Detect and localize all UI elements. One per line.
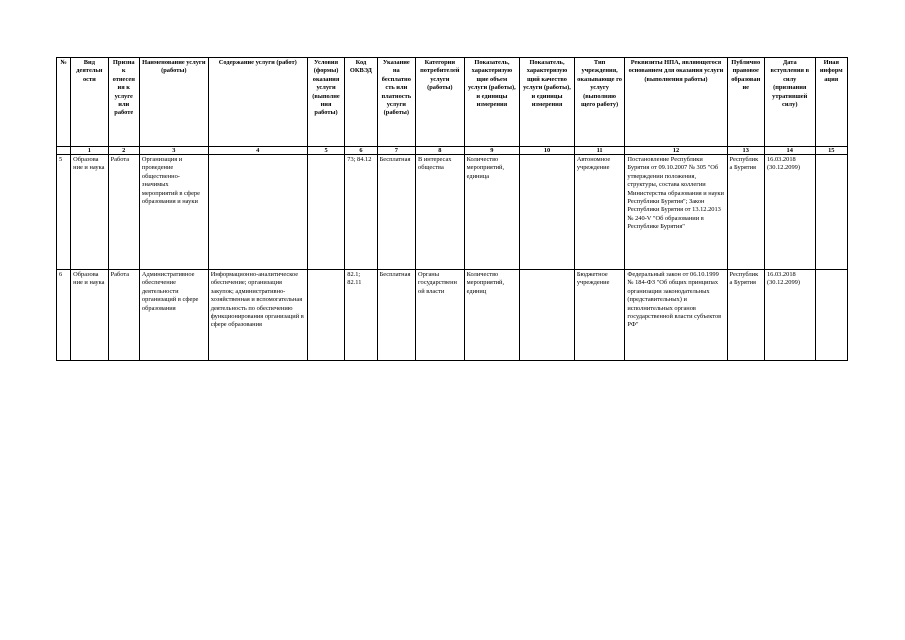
other-cell <box>815 270 847 361</box>
npa-cell: Постановление Республики Бурятия от 09.10.2007 № 305 "Об утверждении положения, структуры, состава коллегии Министерства образования и науки Республики Бурятия"; Закон Республики Бурятия от 13.12.2013 № 240-V "Об образовании в Республике Бурятия" <box>625 155 727 270</box>
quality-cell <box>520 270 575 361</box>
conditions-cell <box>307 270 344 361</box>
column-number: 4 <box>208 147 307 155</box>
content-cell: Информационно-аналитическое обеспечение; организация закупок; административно-хозяйственная и вспомогательная деятельность по обеспечению функционирования организаций в сфере образования <box>208 270 307 361</box>
table-row <box>57 270 848 361</box>
column-number: 15 <box>815 147 847 155</box>
column-number: 10 <box>520 147 575 155</box>
content-cell <box>208 155 307 270</box>
header-row <box>57 58 848 147</box>
header-cell: Показатель, характеризую щий качество услуги (работы), и единицы измерения <box>520 58 575 147</box>
service-name-cell: Административное обеспечение деятельности организаций в сфере образования <box>139 270 208 361</box>
header-cell: Призна к отнесен ия к услуге или работе <box>108 58 139 147</box>
column-number: 9 <box>464 147 520 155</box>
column-number-row <box>57 147 848 155</box>
okved-cell: 82.1; 82.11 <box>345 270 377 361</box>
column-number <box>57 147 71 155</box>
header-cell: № <box>57 58 71 147</box>
header-cell: Показатель, характеризую щие объем услуги (работы), и единицы измерения <box>464 58 520 147</box>
column-number: 11 <box>574 147 625 155</box>
entity-cell: Республик а Бурятия <box>727 155 764 270</box>
header-cell: Дата вступления в силу (признания утратившей силу) <box>764 58 815 147</box>
header-cell: Наименование услуги (работы) <box>139 58 208 147</box>
consumers-cell: В интересах общества <box>416 155 465 270</box>
payment-cell: Бесплатная <box>377 270 415 361</box>
date-cell: 16.03.2018 (30.12.2099) <box>764 270 815 361</box>
npa-cell: Федеральный закон от 06.10.1999 № 184-ФЗ "Об общих принципах организации законодательных (представительных) и исполнительных органов государственной власти субъектов РФ" <box>625 270 727 361</box>
consumers-cell: Органы государственн ой власти <box>416 270 465 361</box>
header-cell: Тип учреждения, оказывающе го услугу (выполняю щего работу) <box>574 58 625 147</box>
institution-cell: Бюджетное учреждение <box>574 270 625 361</box>
column-number: 13 <box>727 147 764 155</box>
activity-cell: Образова ние и наука <box>71 155 108 270</box>
other-cell <box>815 155 847 270</box>
okved-cell: 73; 84.12 <box>345 155 377 270</box>
row-number: 5 <box>57 155 71 270</box>
column-number: 5 <box>307 147 344 155</box>
table-row <box>57 155 848 270</box>
entity-cell: Республик а Бурятия <box>727 270 764 361</box>
volume-cell: Количество мероприятий, единица <box>464 155 520 270</box>
sign-cell: Работа <box>108 270 139 361</box>
service-name-cell: Организация и проведение общественно-значимых мероприятий в сфере образования и науки <box>139 155 208 270</box>
header-cell: Иная информ ация <box>815 58 847 147</box>
sign-cell: Работа <box>108 155 139 270</box>
header-cell: Категории потребителей услуги (работы) <box>416 58 465 147</box>
column-number: 8 <box>416 147 465 155</box>
institution-cell: Автономное учреждение <box>574 155 625 270</box>
activity-cell: Образова ние и наука <box>71 270 108 361</box>
header-cell: Содержание услуги (работ) <box>208 58 307 147</box>
header-cell: Указание на бесплатно сть или платность услуги (работы) <box>377 58 415 147</box>
quality-cell <box>520 155 575 270</box>
column-number: 12 <box>625 147 727 155</box>
services-table <box>56 57 848 361</box>
conditions-cell <box>307 155 344 270</box>
header-cell: Реквизиты НПА, являющегося основанием для оказания услуги (выполнения работы) <box>625 58 727 147</box>
column-number: 2 <box>108 147 139 155</box>
header-cell: Публично правовое образован ие <box>727 58 764 147</box>
volume-cell: Количество мероприятий, единиц <box>464 270 520 361</box>
payment-cell: Бесплатная <box>377 155 415 270</box>
header-cell: Условия (формы) оказания услуги (выполне ния работы) <box>307 58 344 147</box>
date-cell: 16.03.2018 (30.12.2099) <box>764 155 815 270</box>
column-number: 1 <box>71 147 108 155</box>
column-number: 14 <box>764 147 815 155</box>
column-number: 3 <box>139 147 208 155</box>
header-cell: Код ОКВЭД <box>345 58 377 147</box>
column-number: 7 <box>377 147 415 155</box>
row-number: 6 <box>57 270 71 361</box>
header-cell: Вид деятельн ости <box>71 58 108 147</box>
column-number: 6 <box>345 147 377 155</box>
